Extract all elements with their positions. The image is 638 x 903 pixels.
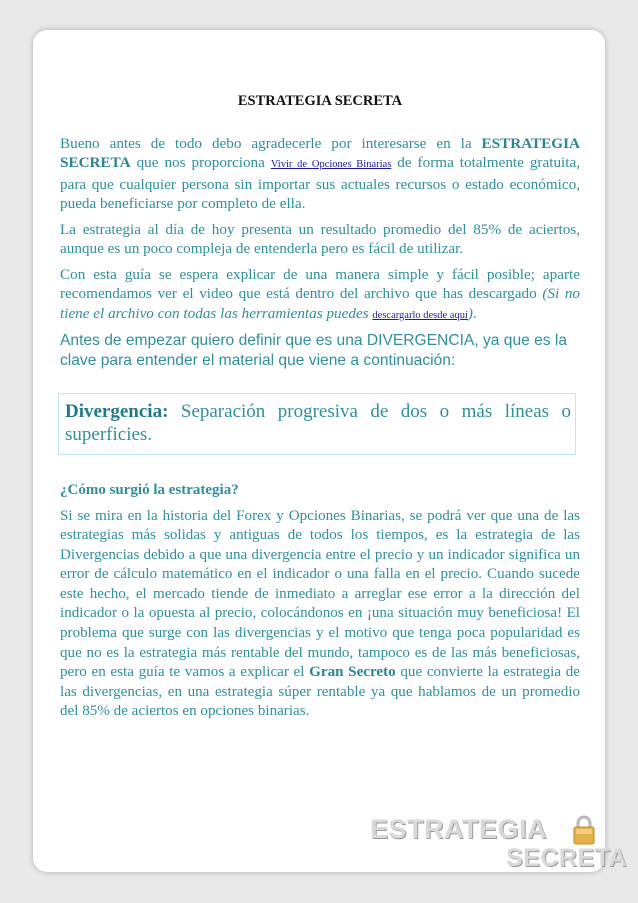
intro-text-3: de forma totalmente gratuita, para que cualquier persona sin importar sus actuales recursos o estado económico, pueda beneficiarse por completo de ella.: [60, 154, 581, 212]
intro-text-2: que nos proporciona: [130, 154, 271, 171]
history-text-1: Si se mira en la historia del Forex y Opciones Binarias, se podrá ver que una de las estrategias más solidas y antiguas de todos los tiempos, es la estrategia de las Divergencias debido a que una divergencia entre el precio y un indicador significa un error de cálculo matemático en el indicador o una falla en el precio. Cuando sucede este hecho, el mercado tiende de inmediato a arreglar ese error a la dirección del indicador o la opuesta al precio, colocándonos en ¡una situación muy beneficiosa! El problema que surge con las divergencias y el motivo que tenga poca popularidad es que no es la estrategia más rentable del mundo, tampoco es de las más beneficiosas, pero en esta guía te vamos a explicar el: [60, 507, 580, 681]
history-text-2: que convierte la estrategia de las divergencias, en una estrategia súper rentable ya que hablamos de un promedio del 85% de aciertos en opciones binarias.: [60, 664, 580, 720]
guide-end: .: [472, 304, 477, 322]
document-page: [33, 30, 628, 872]
vivir-opciones-link[interactable]: Vivir de Opciones Binarias: [270, 159, 392, 170]
history-paragraph: [60, 507, 580, 723]
logo-line-1: ESTRATEGIA: [370, 814, 548, 844]
document-content: [60, 92, 580, 728]
intro-paragraph: [60, 134, 580, 214]
guide-italic-open: (Si no tiene el archivo con todas las herramientas puedes: [60, 285, 581, 322]
divergence-intro-note: Antes de empezar quiero definir que es una DIVERGENCIA, ya que es la clave para entender el material que viene a continuación:: [60, 332, 568, 369]
estrategia-secreta-logo: [370, 814, 628, 874]
guide-paragraph: [60, 265, 580, 326]
section-heading: ¿Cómo surgió la estrategia?: [60, 482, 239, 498]
definition-box: [58, 393, 576, 455]
intro-bold-title: ESTRATEGIA SECRETA: [60, 134, 580, 171]
download-link[interactable]: descargarlo desde aquí: [372, 309, 468, 321]
gran-secreto-bold: Gran Secreto: [309, 664, 396, 681]
guide-italic-close: ): [467, 304, 473, 322]
guide-text: Con esta guía se espera explicar de una manera simple y fácil posible; aparte recomendamos ver el video que está dentro del archivo que has descargado: [60, 265, 580, 302]
logo-line-2: SECRETA: [506, 844, 628, 872]
definition-term: Divergencia:: [65, 401, 169, 422]
results-paragraph: La estrategia al día de hoy presenta un resultado promedio del 85% de aciertos, aunque es un poco compleja de entenderla pero es fácil de utilizar.: [60, 220, 580, 257]
document-title: ESTRATEGIA SECRETA: [237, 93, 403, 109]
intro-text-1: Bueno antes de todo debo agradecerle por interesarse en la: [60, 134, 482, 152]
definition-text: Separación progresiva de dos o más líneas o superficies.: [65, 401, 571, 445]
